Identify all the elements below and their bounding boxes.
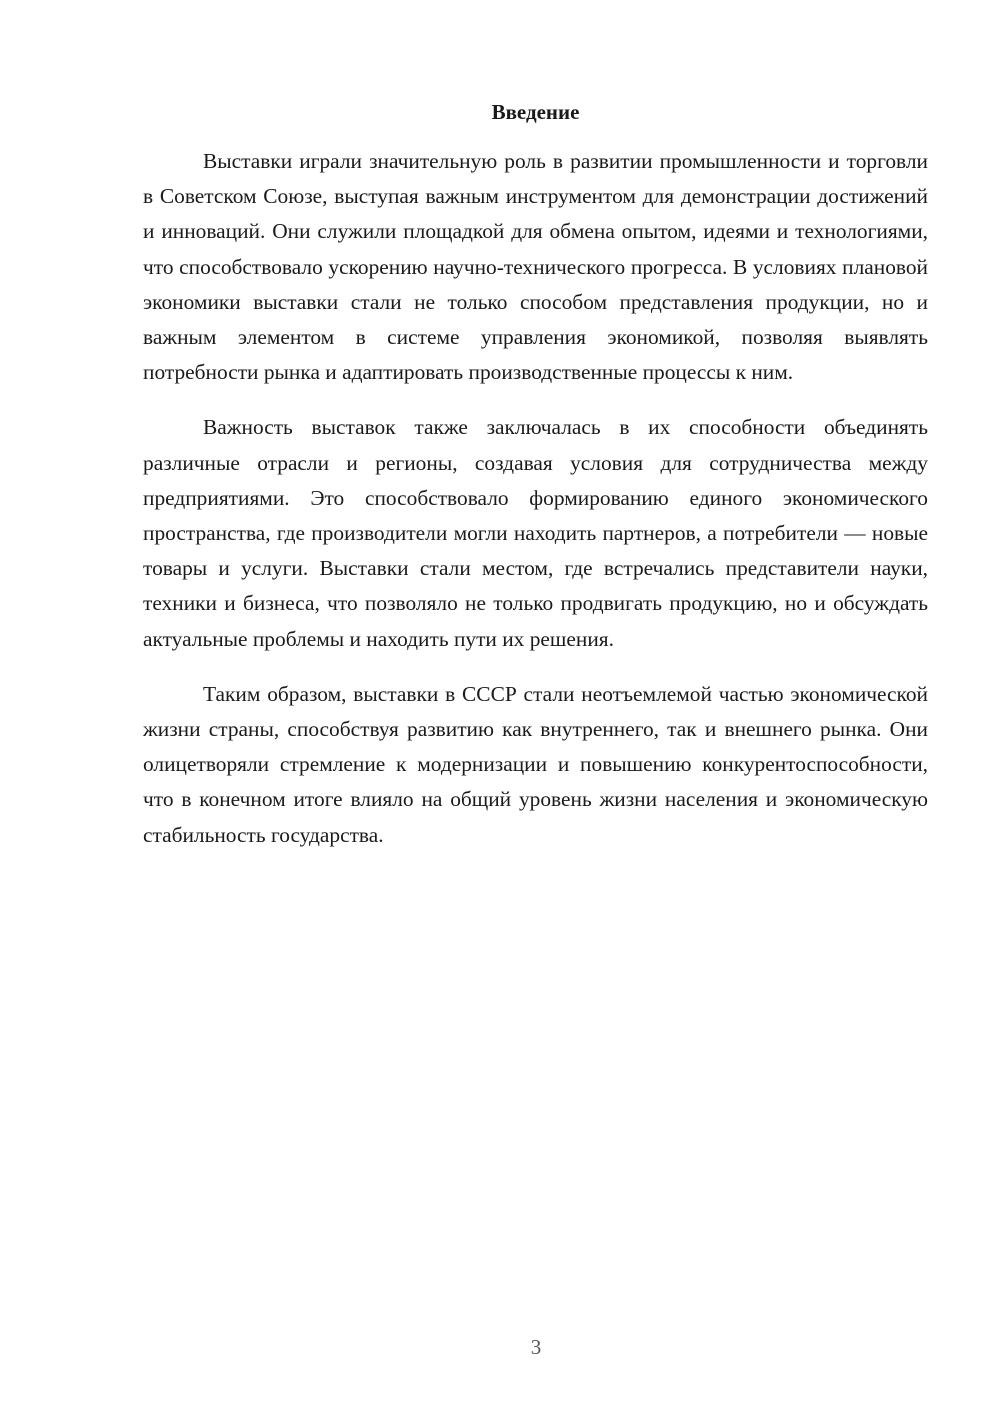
paragraph-1: Выставки играли значительную роль в развитии промышленности и торговли в Советском Союзе, выступая важным инструментом для демонстрации достижений и инноваций. Они служили площадкой для обмена опытом, идеями и технологиями, что способствовало ускорению научно-технического прогресса. В условиях плановой экономики выставки стали не только способом представления продукции, но и важным элементом в системе управления экономикой, позволяя выявлять потребности рынка и адаптировать производственные процессы к ним. [143,149,928,385]
page-number: 3 [530,1335,542,1359]
section-heading: Введение [491,100,580,124]
body-text [143,144,928,873]
paragraph-3: Таким образом, выставки в СССР стали неотъемлемой частью экономической жизни страны, способствуя развитию как внутреннего, так и внешнего рынка. Они олицетворяли стремление к модернизации и повышению конкурентоспособности, что в конечном итоге влияло на общий уровень жизни населения и экономическую стабильность государства. [143,681,928,847]
paragraph-2: Важность выставок также заключалась в их способности объединять различные отрасли и регионы, создавая условия для сотрудничества между предприятиями. Это способствовало формированию единого экономического пространства, где производители могли находить партнеров, а потребители — новые товары и услуги. Выставки стали местом, где встречались представители науки, техники и бизнеса, что позволяло не только продвигать продукцию, но и обсуждать актуальные проблемы и находить пути их решения. [143,415,928,651]
